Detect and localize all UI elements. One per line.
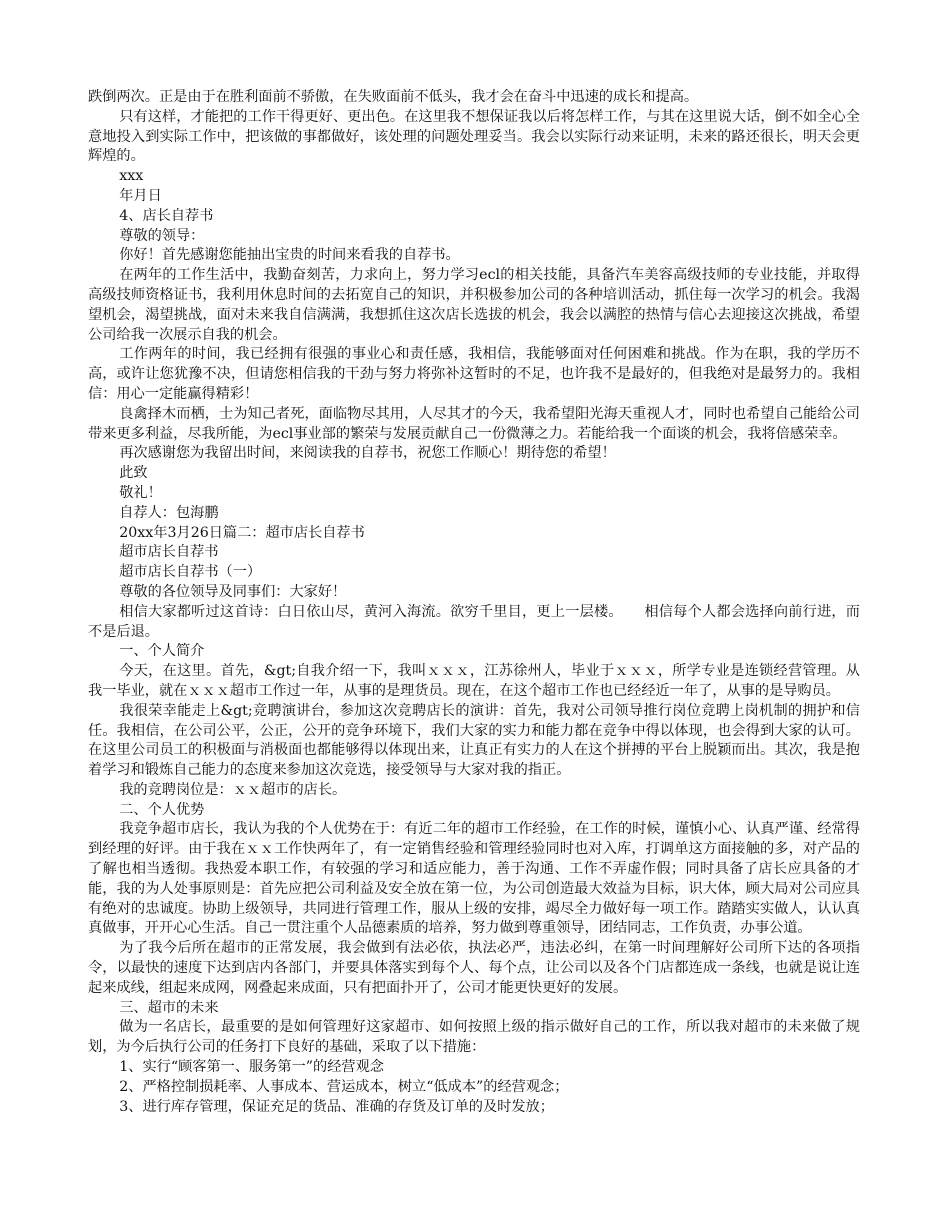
paragraph: 在两年的工作生活中，我勤奋刻苦，力求向上，努力学习ecl的相关技能，具备汽车美容高级技师的专业技能，并取得高级技师资格证书，我利用休息时间的去拓宽自己的知识，并积极参加公司的各种培训活动，抓住每一次学习的机会。我渴望机会，渴望挑战，面对未来我自信满满，我想抓住这次店长选拔的机会，我会以满腔的热情与信心去迎接这次挑战，希望公司给我一次展示自我的机会。 (88, 267, 860, 343)
paragraph: 我很荣幸能走上&gt;竞聘演讲台，参加这次竞聘店长的演讲：首先，我对公司领导推行岗位竞聘上岗机制的拥护和信任。我相信，在公司公平，公正，公开的竞争环境下，我们大家的实力和能力都在竞争中得以体现，也会得到大家的认可。在这里公司员工的积极面与消极面也都能够得以体现出来，让真正有实力的人在这个拼搏的平台上脱颖而出。其次，我是抱着学习和锻炼自己能力的态度来参加这次竞选，接受领导与大家对我的指正。 (88, 702, 860, 779)
paragraph: 超市店长自荐书 (119, 544, 219, 561)
paragraph: 为了我今后所在超市的正常发展，我会做到有法必依，执法必严，违法必纠，在第一时间理解好公司所下达的各项指令，以最快的速度下达到店内各部门，并要具体落实到每个人、每个点，让公司以及各个门店都连成一条线，也就是说让连起来成线，组起来成网，网叠起来成面，只有把面扑开了，公司才能更快更好的发展。 (88, 940, 860, 996)
paragraph: 我的竞聘岗位是：ｘｘ超市的店长。 (119, 781, 347, 798)
paragraph: 相信大家都听过这首诗：白日依山尽，黄河入海流。欲穷千里目，更上一层楼。 相信每个人都会选择向前行进，而不是后退。 (88, 603, 860, 640)
paragraph: 尊敬的各位领导及同事们：大家好！ (119, 583, 347, 600)
paragraph: 一、个人简介 (119, 643, 205, 660)
paragraph: 1、实行“顾客第一、服务第一”的经营观念 (119, 1059, 384, 1076)
paragraph: 今天，在这里。首先，&gt;自我介绍一下，我叫ｘｘｘ，江苏徐州人，毕业于ｘｘｘ，所学专业是连锁经营管理。从我一毕业，就在ｘｘｘ超市工作过一年，从事的是理货员。现在，在这个超市工作也已经经近一年了，从事的是导购员。 (88, 663, 860, 699)
paragraph: 跌倒两次。正是由于在胜利面前不骄傲，在失败面前不低头，我才会在奋斗中迅速的成长和提高。 (88, 89, 699, 105)
paragraph: 尊敬的领导： (119, 227, 205, 244)
paragraph: 自荐人：包海鹏 (119, 504, 219, 521)
paragraph: 做为一名店长，最重要的是如何管理好这家超市、如何按照上级的指示做好自己的工作，所以我对超市的未来做了规划，为今后执行公司的任务打下良好的基础，采取了以下措施： (88, 1019, 860, 1056)
paragraph: 三、超市的未来 (119, 999, 219, 1016)
paragraph: 超市店长自荐书（一） (119, 564, 262, 581)
paragraph: 敬礼！ (119, 484, 162, 501)
paragraph: 再次感谢您为我留出时间，来阅读我的自荐书，祝您工作顺心！期待您的希望！ (119, 445, 616, 462)
paragraph: 工作两年的时间，我已经拥有很强的事业心和责任感，我相信，我能够面对任何困难和挑战。作为在职，我的学历不高，或许让您犹豫不决，但请您相信我的干劲与努力将弥补这暂时的不足，也许我不是最好的，但我绝对是最努力的。我相信：用心一定能赢得精彩！ (88, 346, 860, 402)
paragraph: xxx (119, 168, 144, 185)
paragraph: 2、严格控制损耗率、人事成本、营运成本，树立“低成本”的经营观念； (119, 1078, 569, 1095)
paragraph: 20xx年3月26日篇二：超市店长自荐书 (119, 524, 365, 541)
paragraph: 只有这样，才能把的工作干得更好、更出色。在这里我不想保证我以后将怎样工作，与其在这里说大话，倒不如全心全意地投入到实际工作中，把该做的事都做好，该处理的问题处理妥当。我会以实际行动来证明，未来的路还很长，明天会更辉煌的。 (88, 108, 860, 165)
paragraph: 3、进行库存管理，保证充足的货品、准确的存货及订单的及时发放； (119, 1098, 554, 1115)
paragraph: 此致 (119, 465, 148, 482)
paragraph: 二、个人优势 (119, 801, 205, 818)
document-body (88, 88, 860, 1117)
paragraph: 良禽择木而栖，士为知己者死，面临物尽其用，人尽其才的今天，我希望阳光海天重视人才，同时也希望自己能给公司带来更多利益，尽我所能，为ecl事业部的繁荣与发展贡献自己一份微薄之力。若能给我一个面谈的机会，我将倍感荣幸。 (88, 405, 860, 442)
paragraph: 你好！首先感谢您能抽出宝贵的时间来看我的自荐书。 (119, 247, 460, 264)
paragraph: 4、店长自荐书 (119, 207, 214, 224)
paragraph: 我竞争超市店长，我认为我的个人优势在于：有近二年的超市工作经验，在工作的时候，谨慎小心、认真严谨、经常得到经理的好评。由于我在ｘｘ工作快两年了，有一定销售经验和管理经验同时也对入库，打调单这方面接触的多，对产品的了解也相当透彻。我热爱本职工作，有较强的学习和适应能力，善于沟通、工作不弄虚作假；同时具备了店长应具备的才能，我的为人处事原则是：首先应把公司利益及安全放在第一位，为公司创造最大效益为目标，识大体，顾大局对公司应具有绝对的忠诚度。协助上级领导，共同进行管理工作，服从上级的安排，竭尽全力做好每一项工作。踏踏实实做人，认认真真做事，开开心心生活。自己一贯注重个人品德素质的培养，努力做到尊重领导，团结同志，工作负责，办事公道。 (88, 821, 860, 937)
paragraph: 年月日 (119, 187, 162, 204)
